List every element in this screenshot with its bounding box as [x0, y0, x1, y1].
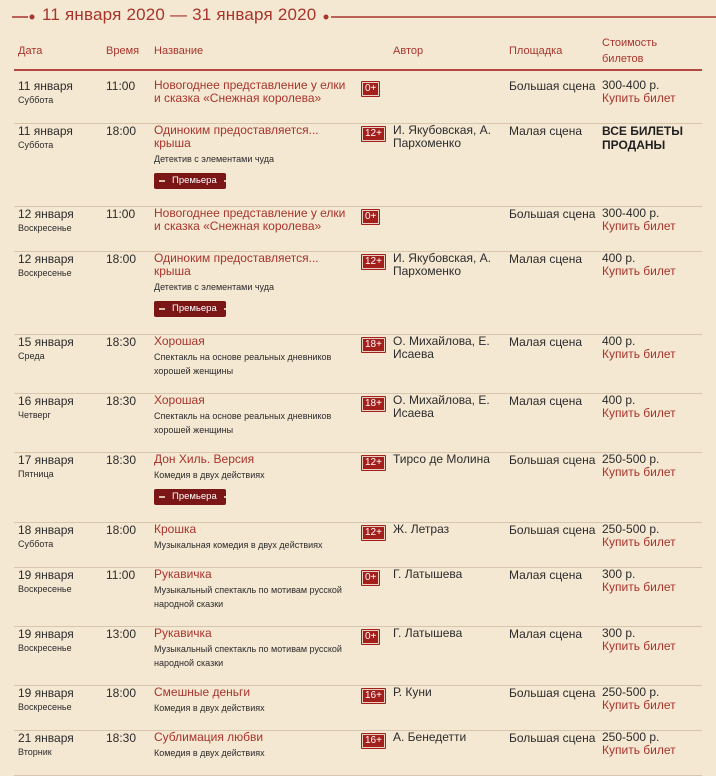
event-price: 400 р.	[602, 334, 636, 348]
table-row	[0, 523, 716, 568]
buy-ticket-link[interactable]: Купить билет	[602, 406, 676, 420]
event-price-cell	[602, 394, 676, 420]
event-price-cell	[602, 124, 692, 152]
event-price: 250-500 р.	[602, 730, 660, 744]
event-price: 300-400 р.	[602, 78, 660, 92]
buy-ticket-link[interactable]: Купить билет	[602, 535, 676, 549]
event-date: 17 января	[18, 453, 74, 467]
event-price-cell	[602, 686, 676, 712]
event-date: 19 января	[18, 686, 74, 700]
age-rating-badge: 18+	[361, 337, 386, 353]
event-title-link[interactable]: Хорошая	[154, 334, 205, 348]
event-price: 250-500 р.	[602, 452, 660, 466]
event-time: 18:00	[106, 124, 137, 138]
event-time: 18:00	[106, 252, 137, 266]
age-rating-badge: 12+	[361, 254, 386, 270]
event-title-cell	[154, 207, 354, 233]
event-subtitle: Комедия в двух действиях	[154, 748, 265, 758]
age-rating-badge: 0+	[361, 629, 380, 645]
event-weekday: Пятница	[18, 469, 54, 479]
column-price-line2: билетов	[602, 53, 644, 65]
age-rating-badge: 12+	[361, 525, 386, 541]
event-time: 11:00	[106, 568, 136, 582]
event-title-link[interactable]: Новогоднее представление у елки и сказка «Снежная королева»	[154, 206, 346, 233]
event-weekday: Суббота	[18, 539, 54, 549]
event-price-cell	[602, 252, 676, 278]
event-title-cell	[154, 627, 354, 670]
event-price-cell	[602, 453, 676, 479]
event-venue: Малая сцена	[509, 568, 583, 582]
event-price: 400 р.	[602, 393, 636, 407]
event-weekday: Среда	[18, 351, 45, 361]
ornament-left-icon	[12, 14, 36, 20]
event-venue: Малая сцена	[509, 252, 583, 266]
event-date-cell	[18, 335, 74, 362]
event-author: И. Якубовская, А. Пархоменко	[393, 251, 491, 278]
table-row	[0, 568, 716, 627]
event-subtitle: Музыкальная комедия в двух действиях	[154, 540, 323, 550]
column-title: Название	[154, 45, 204, 57]
event-price: 250-500 р.	[602, 685, 660, 699]
event-date: 11 января	[18, 124, 73, 138]
event-time: 18:00	[106, 523, 137, 537]
event-title-link[interactable]: Новогоднее представление у елки и сказка «Снежная королева»	[154, 78, 346, 105]
event-price: 300 р.	[602, 626, 636, 640]
event-title-cell	[154, 453, 354, 505]
event-title-cell	[154, 79, 354, 105]
event-title-link[interactable]: Одиноким предоставляется... крыша	[154, 123, 319, 150]
buy-ticket-link[interactable]: Купить билет	[602, 639, 676, 653]
event-weekday: Суббота	[18, 140, 54, 150]
event-date: 19 января	[18, 568, 74, 582]
event-time: 13:00	[106, 627, 137, 641]
header-divider	[14, 69, 702, 71]
date-range-banner	[0, 0, 716, 34]
event-date-cell	[18, 79, 73, 106]
column-price-line1: Стоимость	[602, 37, 658, 49]
event-price-cell	[602, 523, 676, 549]
event-weekday: Воскресенье	[18, 268, 72, 278]
event-title-link[interactable]: Дон Хиль. Версия	[154, 452, 255, 466]
buy-ticket-link[interactable]: Купить билет	[602, 465, 676, 479]
event-date: 18 января	[18, 523, 74, 537]
table-header	[0, 30, 716, 70]
age-rating-badge: 0+	[361, 81, 380, 97]
event-venue: Большая сцена	[509, 523, 596, 537]
event-venue: Большая сцена	[509, 686, 596, 700]
event-subtitle: Детектив с элементами чуда	[154, 282, 275, 292]
event-date-cell	[18, 627, 74, 654]
event-price-cell	[602, 207, 676, 233]
event-author: Г. Латышева	[393, 567, 463, 581]
event-author: И. Якубовская, А. Пархоменко	[393, 123, 491, 150]
event-date-cell	[18, 207, 74, 234]
event-weekday: Воскресенье	[18, 223, 72, 233]
column-venue: Площадка	[509, 45, 563, 57]
table-row	[0, 124, 716, 207]
table-row	[0, 335, 716, 394]
event-price: 300 р.	[602, 567, 636, 581]
event-title-cell	[154, 568, 354, 611]
column-time: Время	[106, 45, 140, 57]
event-title-link[interactable]: Рукавичка	[154, 626, 212, 640]
sold-out-label: ВСЕ БИЛЕТЫ ПРОДАНЫ	[602, 124, 683, 152]
event-venue: Малая сцена	[509, 124, 583, 138]
buy-ticket-link[interactable]: Купить билет	[602, 264, 676, 278]
event-subtitle: Музыкальный спектакль по мотивам русской народной сказки	[154, 585, 342, 609]
event-price: 250-500 р.	[602, 522, 660, 536]
event-price-cell	[602, 568, 676, 594]
event-date: 19 января	[18, 627, 74, 641]
event-date-cell	[18, 523, 74, 550]
event-title-link[interactable]: Одиноким предоставляется... крыша	[154, 251, 319, 278]
event-date: 12 января	[18, 207, 74, 221]
premiere-badge: Премьера	[154, 301, 226, 317]
event-date-cell	[18, 453, 74, 480]
event-time: 18:30	[106, 335, 137, 349]
event-title-link[interactable]: Рукавичка	[154, 567, 212, 581]
event-title-link[interactable]: Хорошая	[154, 393, 205, 407]
event-date: 12 января	[18, 252, 74, 266]
event-date-cell	[18, 686, 74, 713]
event-date-cell	[18, 568, 74, 595]
date-range-title: 11 января 2020 — 31 января 2020	[42, 5, 317, 24]
event-date: 11 января	[18, 79, 73, 93]
event-weekday: Четверг	[18, 410, 51, 420]
table-row	[0, 731, 716, 776]
event-weekday: Воскресенье	[18, 643, 72, 653]
event-venue: Большая сцена	[509, 453, 596, 467]
event-time: 18:00	[106, 686, 137, 700]
event-venue: Малая сцена	[509, 394, 583, 408]
table-row	[0, 453, 716, 523]
table-row	[0, 627, 716, 686]
buy-ticket-link[interactable]: Купить билет	[602, 91, 676, 105]
event-author: Ж. Летраз	[393, 522, 450, 536]
event-price-cell	[602, 79, 676, 105]
table-row	[0, 207, 716, 252]
column-price	[602, 35, 657, 67]
buy-ticket-link[interactable]: Купить билет	[602, 219, 676, 233]
event-venue: Малая сцена	[509, 335, 583, 349]
premiere-badge: Премьера	[154, 173, 226, 189]
event-title-cell	[154, 523, 354, 552]
event-subtitle: Музыкальный спектакль по мотивам русской народной сказки	[154, 644, 342, 668]
event-weekday: Воскресенье	[18, 584, 72, 594]
event-weekday: Вторник	[18, 747, 52, 757]
event-subtitle: Комедия в двух действиях	[154, 703, 265, 713]
event-title-cell	[154, 731, 354, 760]
table-row	[0, 394, 716, 453]
event-title-cell	[154, 124, 354, 189]
event-title-cell	[154, 394, 354, 437]
age-rating-badge: 0+	[361, 209, 380, 225]
event-title-cell	[154, 686, 354, 715]
event-price: 400 р.	[602, 251, 636, 265]
age-rating-badge: 12+	[361, 455, 386, 471]
event-author: О. Михайлова, Е. Исаева	[393, 393, 490, 420]
ornament-right-icon	[322, 14, 716, 20]
event-title-link[interactable]: Смешные деньги	[154, 685, 251, 699]
table-row	[0, 686, 716, 731]
event-date: 16 января	[18, 394, 74, 408]
age-rating-badge: 0+	[361, 570, 380, 586]
event-date: 15 января	[18, 335, 74, 349]
buy-ticket-link[interactable]: Купить билет	[602, 698, 676, 712]
event-venue: Большая сцена	[509, 79, 596, 93]
event-price-cell	[602, 731, 676, 757]
event-date: 21 января	[18, 731, 74, 745]
premiere-badge: Премьера	[154, 489, 226, 505]
event-venue: Большая сцена	[509, 731, 596, 745]
event-author: О. Михайлова, Е. Исаева	[393, 334, 490, 361]
buy-ticket-link[interactable]: Купить билет	[602, 580, 676, 594]
event-price-cell	[602, 627, 676, 653]
event-author: Р. Куни	[393, 685, 432, 699]
event-subtitle: Комедия в двух действиях	[154, 470, 265, 480]
buy-ticket-link[interactable]: Купить билет	[602, 743, 676, 757]
event-author: Г. Латышева	[393, 626, 463, 640]
age-rating-badge: 16+	[361, 688, 386, 704]
event-price: 300-400 р.	[602, 206, 660, 220]
event-time: 18:30	[106, 731, 137, 745]
column-author: Автор	[393, 45, 424, 57]
table-row	[0, 79, 716, 124]
event-title-cell	[154, 335, 354, 378]
event-author: Тирсо де Молина	[393, 452, 490, 466]
age-rating-badge: 12+	[361, 126, 386, 142]
event-weekday: Суббота	[18, 95, 54, 105]
event-date-cell	[18, 731, 74, 758]
event-date-cell	[18, 252, 74, 279]
age-rating-badge: 16+	[361, 733, 386, 749]
event-time: 18:30	[106, 394, 137, 408]
event-subtitle: Спектакль на основе реальных дневников хорошей женщины	[154, 411, 332, 435]
event-time: 18:30	[106, 453, 137, 467]
column-date: Дата	[18, 45, 43, 57]
age-rating-badge: 18+	[361, 396, 386, 412]
event-time: 11:00	[106, 79, 136, 93]
event-weekday: Воскресенье	[18, 702, 72, 712]
event-venue: Малая сцена	[509, 627, 583, 641]
buy-ticket-link[interactable]: Купить билет	[602, 347, 676, 361]
event-title-link[interactable]: Сублимация любви	[154, 730, 264, 744]
event-subtitle: Спектакль на основе реальных дневников хорошей женщины	[154, 352, 332, 376]
event-price-cell	[602, 335, 676, 361]
table-row	[0, 252, 716, 335]
event-venue: Большая сцена	[509, 207, 596, 221]
event-title-link[interactable]: Крошка	[154, 522, 197, 536]
event-title-cell	[154, 252, 354, 317]
event-author: А. Бенедетти	[393, 730, 467, 744]
event-subtitle: Детектив с элементами чуда	[154, 154, 275, 164]
event-time: 11:00	[106, 207, 136, 221]
event-date-cell	[18, 394, 74, 421]
event-date-cell	[18, 124, 73, 151]
